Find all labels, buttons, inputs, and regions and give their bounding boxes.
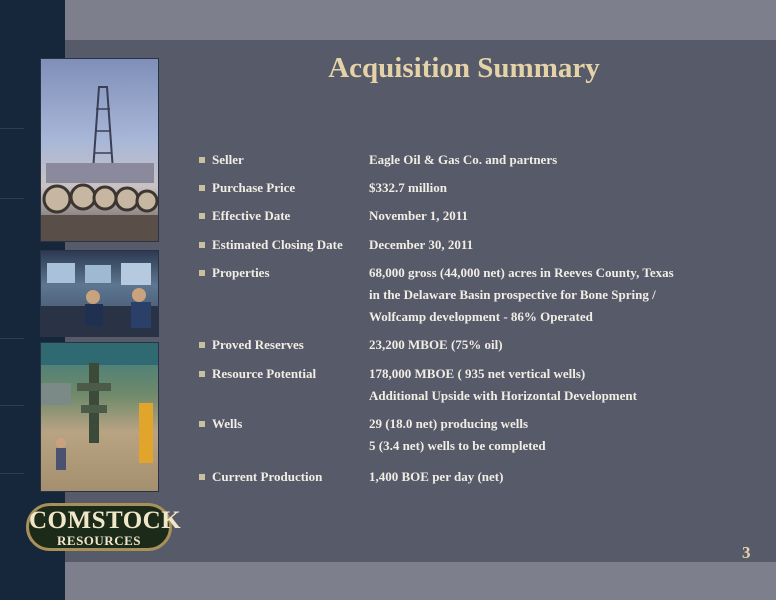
bullet-icon bbox=[199, 242, 205, 248]
row-value: 1,400 BOE per day (net) bbox=[369, 469, 504, 484]
sidebar-tick bbox=[0, 405, 24, 406]
bullet-icon bbox=[199, 342, 205, 348]
row-value: in the Delaware Basin prospective for Bone Spring / bbox=[369, 287, 656, 302]
row-label: Estimated Closing Date bbox=[212, 237, 343, 252]
bullet-icon bbox=[199, 421, 205, 427]
row-label: Current Production bbox=[212, 469, 323, 484]
row-label: Properties bbox=[212, 265, 270, 280]
logo-line-1: COMSTOCK bbox=[29, 507, 182, 534]
wellhead-photo bbox=[40, 342, 159, 492]
row-label: Resource Potential bbox=[212, 366, 317, 381]
row-value: 5 (3.4 net) wells to be completed bbox=[369, 438, 546, 453]
logo-line-2: RESOURCES bbox=[57, 533, 141, 548]
bottom-band bbox=[65, 562, 776, 600]
row-value: Eagle Oil & Gas Co. and partners bbox=[369, 152, 558, 167]
bullet-icon bbox=[199, 213, 205, 219]
sidebar-tick bbox=[0, 338, 24, 339]
slide-title: Acquisition Summary bbox=[328, 52, 600, 84]
row-label: Proved Reserves bbox=[212, 337, 304, 352]
drilling-rig-photo bbox=[40, 58, 159, 242]
row-label: Seller bbox=[212, 152, 244, 167]
bullet-icon bbox=[199, 157, 205, 163]
bullet-icon bbox=[199, 270, 205, 276]
control-room-photo bbox=[40, 250, 159, 337]
sidebar-tick bbox=[0, 473, 24, 474]
row-value: 68,000 gross (44,000 net) acres in Reeves County, Texas bbox=[369, 265, 674, 280]
bullet-icon bbox=[199, 185, 205, 191]
sidebar-tick bbox=[0, 198, 24, 199]
row-value: $332.7 million bbox=[369, 180, 448, 195]
row-value: 178,000 MBOE ( 935 net vertical wells) bbox=[369, 366, 586, 381]
company-logo bbox=[26, 503, 182, 551]
bullet-icon bbox=[199, 474, 205, 480]
row-value: 23,200 MBOE (75% oil) bbox=[369, 337, 503, 352]
sidebar-tick bbox=[0, 128, 24, 129]
bullet-icon bbox=[199, 371, 205, 377]
top-band bbox=[65, 0, 776, 40]
row-value: 29 (18.0 net) producing wells bbox=[369, 416, 529, 431]
row-label: Purchase Price bbox=[212, 180, 296, 195]
row-label: Effective Date bbox=[212, 208, 291, 223]
page-number: 3 bbox=[742, 543, 751, 562]
row-value: Wolfcamp development - 86% Operated bbox=[369, 309, 593, 324]
row-label: Wells bbox=[212, 416, 243, 431]
row-value: November 1, 2011 bbox=[369, 208, 469, 223]
row-value: December 30, 2011 bbox=[369, 237, 474, 252]
row-value: Additional Upside with Horizontal Development bbox=[369, 388, 637, 403]
